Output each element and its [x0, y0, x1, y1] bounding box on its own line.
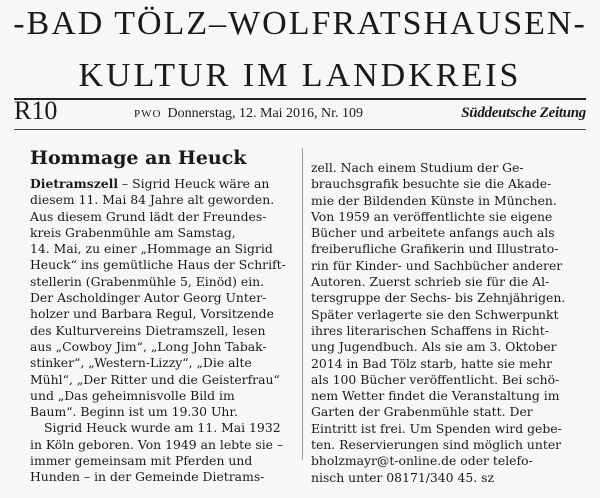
- article-line: [30, 420, 286, 436]
- article-line-text: zell. Nach einem Studium der Ge-: [311, 160, 524, 175]
- article-line: [311, 421, 565, 437]
- article-line: [311, 193, 565, 209]
- article-line: [30, 192, 286, 208]
- article-line: [30, 339, 286, 355]
- article-line-text: Eintritt ist frei. Um Spenden wird gebe-: [311, 420, 562, 436]
- article-line-text: Von 1959 an veröffentlichte sie eigene: [311, 208, 553, 224]
- issue-line: [134, 105, 363, 123]
- article-line-text: rin für Kinder- und Sachbücher anderer: [311, 257, 563, 273]
- article-line-text: nisch unter 08171/340 45. sz: [311, 469, 495, 485]
- article-line: [311, 290, 565, 306]
- article-line-text: Autoren. Zuerst schrieb sie für die Al-: [311, 274, 550, 290]
- masthead-rule: [14, 98, 586, 100]
- article-line: [311, 339, 565, 355]
- article-line: [311, 258, 565, 274]
- article-line: [30, 388, 286, 404]
- article-line-text: 14. Mai, zu einer „Hommage an Sigrid: [30, 241, 273, 257]
- article-title: Hommage an Heuck: [30, 147, 247, 169]
- article-line: [311, 453, 565, 469]
- article-line: [30, 241, 286, 257]
- article-line: [30, 306, 286, 322]
- article-line-text: aus „Cowboy Jim“, „Long John Tabak-: [30, 338, 267, 354]
- article-line-text: ten. Reservierungen sind möglich unter: [311, 437, 562, 453]
- article-line-text: freiberufliche Grafikerin und Illustrato-: [311, 241, 559, 257]
- article-line: [30, 290, 286, 306]
- article-line: [30, 176, 286, 192]
- article-line-text: in Köln geboren. Von 1949 an lebte sie –: [30, 436, 284, 452]
- article-line-text: Bücher und arbeitete anfangs auch als: [311, 225, 555, 241]
- article-dateline: Dietramszell: [30, 176, 119, 191]
- article-line: [30, 404, 286, 420]
- article-line: [311, 356, 565, 372]
- article-line-text: als 100 Bücher veröffentlicht. Bei schö-: [311, 371, 560, 387]
- masthead-section: KULTUR IM LANDKREIS: [78, 57, 522, 94]
- article-line-text: des Kulturvereins Dietramszell, lesen: [30, 322, 266, 338]
- article-line-text: Aus diesem Grund lädt der Freundes-: [30, 208, 267, 224]
- article-line-text: holzer und Barbara Regul, Vorsitzende: [30, 306, 274, 322]
- masthead-region: -BAD TÖLZ–WOLFRATSHAUSEN-: [13, 5, 587, 42]
- article-line: [311, 372, 565, 388]
- article-line: [30, 225, 286, 241]
- article-line-text: und „Das geheimnisvolle Bild im: [30, 387, 235, 403]
- article-line: [311, 209, 565, 225]
- article-line-text: Der Ascholdinger Autor Georg Unter-: [30, 290, 267, 306]
- article-line-text: bholzmayr@t-online.de oder telefo-: [311, 453, 533, 469]
- article-line: [30, 257, 286, 273]
- newspaper-logo: Süddeutsche Zeitung: [461, 105, 586, 121]
- article-line: [311, 176, 565, 192]
- article-line: [30, 469, 286, 485]
- article-line-text: immer gemeinsam mit Pferden und: [30, 453, 253, 469]
- article-line: [311, 323, 565, 339]
- article-line-text: stellerin (Grabenmühle 5, Einöd) ein.: [30, 273, 265, 289]
- article-line-text: Später verlagerte sie den Schwerpunkt: [311, 306, 559, 322]
- article-line: [311, 225, 565, 241]
- article-line: [30, 453, 286, 469]
- article-line-text: Garten der Grabenmühle statt. Der: [311, 404, 533, 420]
- article-line-text: Hunden – in der Gemeinde Dietrams-: [30, 469, 265, 485]
- article-line-text: 2014 in Bad Tölz starb, hatte sie mehr: [311, 355, 553, 371]
- article-line-text: Baum“. Beginn ist um 19.30 Uhr.: [30, 404, 238, 420]
- region-code: PWO: [134, 108, 162, 120]
- article-line: [311, 307, 565, 323]
- article-line: [311, 160, 565, 176]
- article-line: [30, 372, 286, 388]
- article-line-text: ung Jugendbuch. Als sie am 3. Oktober: [311, 339, 557, 355]
- page-number: R10: [14, 96, 58, 125]
- article-line: [30, 355, 286, 371]
- article-line: [311, 404, 565, 420]
- column-divider: [302, 148, 303, 460]
- article-line-text: – Sigrid Heuck wäre an: [118, 176, 270, 191]
- article-column-2: [311, 160, 565, 486]
- article-line-text: diesem 11. Mai 84 Jahre alt geworden.: [30, 192, 275, 208]
- article-line-text: tersgruppe der Sechs- bis Zehnjährigen.: [311, 290, 566, 306]
- article-line: [311, 388, 565, 404]
- issue-date: Donnerstag, 12. Mai 2016, Nr. 109: [167, 106, 364, 121]
- article-line: [30, 274, 286, 290]
- article-line: [311, 437, 565, 453]
- article-line-text: nem Wetter findet die Veranstaltung im: [311, 388, 560, 404]
- article-line-text: mie der Bildenden Künste in München.: [311, 192, 557, 208]
- article-line: [311, 274, 565, 290]
- article-line-text: ihres literarischen Schaffens in Richt-: [311, 322, 549, 338]
- header-rule-bottom: [14, 129, 586, 130]
- article-line: [30, 209, 286, 225]
- article-line: [30, 323, 286, 339]
- article-line-text: Mühl“, „Der Ritter und die Geisterfrau“: [30, 371, 280, 387]
- article-column-1: [30, 176, 286, 486]
- article-line-text: kreis Grabenmühle am Samstag,: [30, 224, 236, 240]
- article-line-text: brauchsgrafik besuchte sie die Akade-: [311, 176, 552, 192]
- article-line: [311, 470, 565, 486]
- article-line: [30, 437, 286, 453]
- article-line: [311, 241, 565, 257]
- article-line-text: Heuck“ ins gemütliche Haus der Schrift-: [30, 257, 286, 273]
- article-line-text: Sigrid Heuck wurde am 11. Mai 1932: [44, 420, 281, 436]
- article-line-text: stinker“, „Western-Lizzy“, „Die alte: [30, 355, 252, 371]
